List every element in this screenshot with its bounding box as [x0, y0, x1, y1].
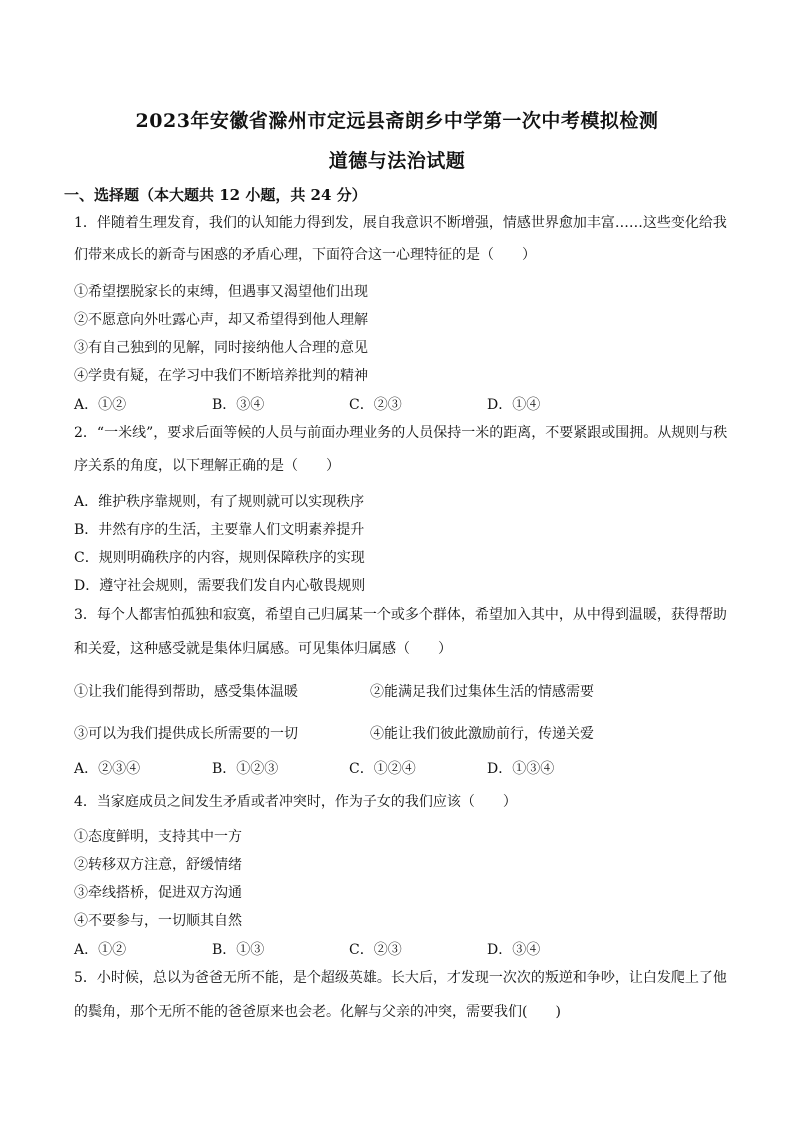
q1-option-c: C．②③ [349, 397, 402, 413]
exam-subtitle: 道德与法治试题 [328, 150, 466, 172]
q1-option-a: A．①② [74, 397, 127, 413]
q1-item-3: ③有自己独到的见解，同时接纳他人合理的意见 [74, 340, 368, 356]
q4-item-2: ②转移双方注意，舒缓情绪 [74, 857, 242, 873]
q1-stem-line2: 们带来成长的新奇与困惑的矛盾心理，下面符合这一心理特征的是（ ） [74, 247, 536, 263]
q4-option-c: C．②③ [349, 942, 402, 958]
q1-item-4: ④学贵有疑，在学习中我们不断培养批判的精神 [74, 368, 368, 384]
q1-option-b: B．③④ [212, 397, 265, 413]
q3-item-1: ①让我们能得到帮助，感受集体温暖 [74, 684, 298, 700]
q2-option-a: A．维护秩序靠规则，有了规则就可以实现秩序 [74, 494, 365, 510]
q1-item-1: ①希望摆脱家长的束缚，但遇事又渴望他们出现 [74, 284, 368, 300]
q2-option-d: D．遵守社会规则，需要我们发自内心敬畏规则 [74, 578, 366, 594]
q4-stem: 4．当家庭成员之间发生矛盾或者冲突时，作为子女的我们应该（ ） [74, 794, 517, 810]
q2-stem-line1: 2．“一米线”，要求后面等候的人员与前面办理业务的人员保持一米的距离，不要紧跟或围拥。从规则与秩 [74, 425, 728, 441]
q3-option-c: C．①②④ [349, 761, 416, 777]
q3-option-b: B．①②③ [212, 761, 279, 777]
q2-option-c: C．规则明确秩序的内容，规则保障秩序的实现 [74, 550, 365, 566]
q3-item-4: ④能让我们彼此激励前行，传递关爱 [370, 726, 594, 742]
q4-item-1: ①态度鲜明，支持其中一方 [74, 829, 242, 845]
q3-option-a: A．②③④ [74, 761, 141, 777]
q3-item-3: ③可以为我们提供成长所需要的一切 [74, 726, 298, 742]
q5-stem-line2: 的鬓角，那个无所不能的爸爸原来也会老。化解与父亲的冲突，需要我们( ) [74, 1004, 561, 1020]
q2-option-b: B．井然有序的生活，主要靠人们文明素养提升 [74, 522, 365, 538]
q4-item-4: ④不要参与，一切顺其自然 [74, 913, 242, 929]
q3-stem-line2: 和关爱，这种感受就是集体归属感。可见集体归属感（ ） [74, 641, 452, 657]
q2-stem-line2: 序关系的角度，以下理解正确的是（ ） [74, 458, 340, 474]
exam-title: 2023年安徽省滁州市定远县斋朗乡中学第一次中考模拟检测 [135, 110, 659, 132]
q3-stem-line1: 3．每个人都害怕孤独和寂寞，希望自己归属某一个或多个群体，希望加入其中，从中得到温暖，获得帮助 [74, 607, 727, 623]
q3-option-d: D．①③④ [487, 761, 555, 777]
q4-option-b: B．①③ [212, 942, 265, 958]
q5-stem-line1: 5．小时候，总以为爸爸无所不能，是个超级英雄。长大后，才发现一次次的叛逆和争吵，让白发爬上了他 [74, 970, 727, 986]
section-heading: 一、选择题（本大题共 12 小题，共 24 分） [64, 186, 367, 204]
q1-item-2: ②不愿意向外吐露心声，却又希望得到他人理解 [74, 312, 368, 328]
q1-option-d: D．①④ [487, 397, 541, 413]
q4-option-d: D．③④ [487, 942, 541, 958]
q4-option-a: A．①② [74, 942, 127, 958]
q4-item-3: ③牵线搭桥，促进双方沟通 [74, 885, 242, 901]
q1-stem-line1: 1．伴随着生理发育，我们的认知能力得到发，展自我意识不断增强，情感世界愈加丰富……这些变化给我 [74, 215, 727, 231]
q3-item-2: ②能满足我们过集体生活的情感需要 [370, 684, 594, 700]
